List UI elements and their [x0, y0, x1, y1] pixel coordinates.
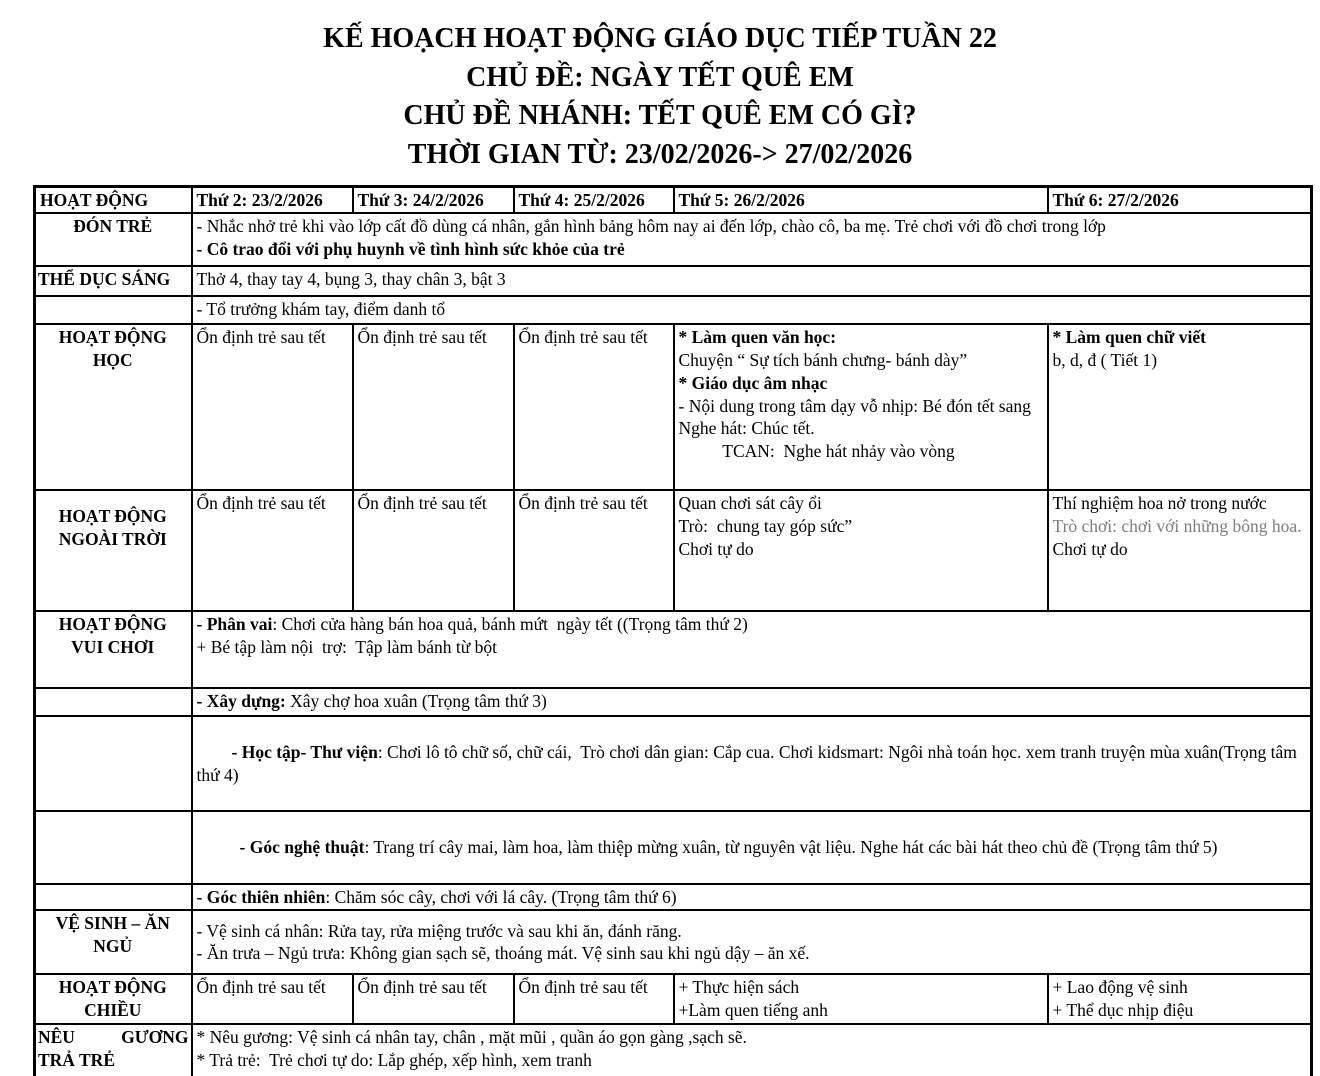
header-activity: HOẠT ĐỘNG — [35, 186, 192, 213]
neu-guong-label — [35, 1024, 192, 1076]
ngoai-troi-fri-line-choi-tu-do: Chơi tự do — [1052, 538, 1128, 559]
ngoai-troi-thu-line-choi-tu-do: Chơi tự do — [678, 538, 754, 559]
hoc-cell-wed: Ổn định trẻ sau tết — [514, 324, 674, 490]
chieu-cell-thu — [674, 974, 1048, 1024]
row-chieu — [35, 974, 1312, 1024]
row-diem-danh — [35, 296, 1312, 324]
nghe-thuat-label-empty — [35, 811, 192, 883]
neu-guong-content — [192, 1024, 1312, 1076]
thien-nhien-bold: - Góc thiên nhiên — [196, 886, 326, 907]
ve-sinh-label — [35, 910, 192, 974]
ngoai-troi-fri-line-tro-choi: Trò chơi: chơi với những bông hoa. — [1052, 516, 1302, 536]
xay-dung-rest: Xây chợ hoa xuân (Trọng tâm thứ 3) — [285, 691, 547, 712]
ve-sinh-line-an-trua: - Ăn trưa – Ngủ trưa: Không gian sạch sẽ, thoáng mát. Vệ sinh sau khi ngủ dậy – ăn xế. — [196, 943, 810, 964]
hoc-fri-heading-chu-viet: * Làm quen chữ viết — [1052, 327, 1206, 348]
hoc-thu-line-nghe-hat: Nghe hát: Chúc tết. — [678, 418, 815, 439]
chieu-fri-line-lao-dong: + Lao động vệ sinh — [1052, 977, 1188, 998]
header-day-thu: Thứ 5: 26/2/2026 — [674, 186, 1048, 213]
header-day-wed: Thứ 4: 25/2/2026 — [514, 186, 674, 213]
chieu-thu-line-sach: + Thực hiện sách — [678, 977, 800, 998]
hoc-fri-line-tiet: b, d, đ ( Tiết 1) — [1052, 350, 1158, 370]
header-day-fri: Thứ 6: 27/2/2026 — [1048, 186, 1312, 213]
ngoai-troi-cell-fri — [1048, 490, 1312, 611]
ve-sinh-line-ca-nhan: - Vệ sinh cá nhân: Rửa tay, rửa miệng trước và sau khi ăn, đánh răng. — [196, 920, 682, 941]
diem-danh-label-empty — [35, 296, 192, 324]
header-day-mon: Thứ 2: 23/2/2026 — [192, 186, 353, 213]
chieu-cell-fri — [1048, 974, 1312, 1024]
diem-danh-content: - Tổ trưởng khám tay, điểm danh tổ — [192, 296, 1312, 324]
row-ve-sinh — [35, 910, 1312, 974]
xay-dung-bold: - Xây dựng: — [196, 691, 286, 712]
row-the-duc-sang — [35, 266, 1312, 296]
vui-choi-label-line-2: VUI CHƠI — [71, 637, 155, 657]
nghe-thuat-content — [192, 811, 1312, 883]
don-tre-content — [192, 213, 1312, 266]
hoc-thu-line-noi-dung: - Nội dung trong tâm dạy vỗ nhịp: Bé đón tết sang — [678, 395, 1031, 416]
vui-choi-line-noi-tro: + Bé tập làm nội trợ: Tập làm bánh từ bột — [196, 637, 497, 657]
row-vui-choi — [35, 611, 1312, 688]
hoc-cell-mon: Ổn định trẻ sau tết — [192, 324, 353, 490]
ngoai-troi-cell-mon: Ổn định trẻ sau tết — [192, 490, 353, 611]
thien-nhien-rest: : Chăm sóc cây, chơi với lá cây. (Trọng tâm thứ 6) — [325, 886, 677, 907]
vui-choi-label-line-1: HOẠT ĐỘNG — [58, 614, 167, 635]
hoat-dong-hoc-label-line-1: HOẠT ĐỘNG — [58, 327, 167, 348]
nghe-thuat-rest: : Trang trí cây mai, làm hoa, làm thiệp mừng xuân, từ nguyên vật liệu. Nghe hát các bài hát theo chủ đề (Trọng tâm thứ 5) — [364, 837, 1218, 857]
row-don-tre — [35, 213, 1312, 266]
thien-nhien-content — [192, 884, 1312, 911]
hoc-thu-heading-van-hoc: * Làm quen văn học: — [678, 327, 837, 348]
title-line-1: KẾ HOẠCH HOẠT ĐỘNG GIÁO DỤC TIẾP TUẦN 22 — [323, 23, 997, 54]
hoc-tap-bold: - Học tập- Thư viện — [231, 742, 378, 762]
hoc-cell-fri — [1048, 324, 1312, 490]
neu-guong-line-tra-tre: * Trả trẻ: Trẻ chơi tự do: Lắp ghép, xếp hình, xem tranh — [196, 1050, 592, 1070]
chieu-label — [35, 974, 192, 1024]
ngoai-troi-label-line-1: HOẠT ĐỘNG — [58, 506, 167, 527]
chieu-fri-line-nhip-dieu: + Thể dục nhịp điệu — [1052, 1000, 1194, 1020]
vui-choi-phan-vai-bold: - Phân vai — [196, 614, 273, 635]
document-title — [0, 0, 1320, 175]
row-thien-nhien — [35, 884, 1312, 911]
nghe-thuat-bold: - Góc nghệ thuật — [239, 837, 365, 857]
don-tre-line-1: - Nhắc nhở trẻ khi vào lớp cất đồ dùng cá nhân, gắn hình bảng hôm nay ai đến lớp, chào cô, ba mẹ. Trẻ chơi với đồ chơi trong lớp — [196, 216, 1106, 237]
the-duc-sang-content: Thở 4, thay tay 4, bụng 3, thay chân 3, bật 3 — [192, 266, 1312, 296]
the-duc-sang-label: THỂ DỤC SÁNG — [35, 266, 192, 296]
hoat-dong-hoc-label-line-2: HỌC — [92, 350, 133, 370]
don-tre-label: ĐÓN TRẺ — [35, 213, 192, 266]
weekly-plan-table — [33, 185, 1313, 1076]
row-ngoai-troi — [35, 490, 1312, 611]
row-nghe-thuat — [35, 811, 1312, 883]
chieu-label-line-1: HOẠT ĐỘNG — [58, 977, 167, 998]
neu-guong-label-line-1: NÊU GƯƠNG — [38, 1027, 189, 1048]
vui-choi-phan-vai-rest: : Chơi cửa hàng bán hoa quả, bánh mứt ngày tết ((Trọng tâm thứ 2) — [272, 614, 748, 635]
ngoai-troi-label-line-2: NGOÀI TRỜI — [58, 529, 167, 549]
header-day-tue: Thứ 3: 24/2/2026 — [353, 186, 514, 213]
vui-choi-line-phan-vai — [197, 613, 1306, 636]
row-xay-dung — [35, 688, 1312, 716]
title-line-4: THỜI GIAN TỪ: 23/02/2026-> 27/02/2026 — [407, 138, 913, 170]
ve-sinh-content — [192, 910, 1312, 974]
hoc-tap-rest: : Chơi lô tô chữ số, chữ cái, Trò chơi dân gian: Cắp cua. Chơi kidsmart: Ngôi nhà toán học. xem tranh truyện mùa xuân(Trọng tâm thứ 4) — [196, 742, 1302, 785]
hoc-thu-line-tcan: TCAN: Nghe hát nhảy vào vòng — [678, 441, 955, 461]
row-neu-guong — [35, 1024, 1312, 1076]
row-hoat-dong-hoc — [35, 324, 1312, 490]
header-row — [35, 186, 1312, 213]
ngoai-troi-cell-wed: Ổn định trẻ sau tết — [514, 490, 674, 611]
hoc-thu-line-chuyen: Chuyện “ Sự tích bánh chưng- bánh dày” — [678, 350, 968, 370]
neu-guong-line-ve-sinh: * Nêu gương: Vệ sinh cá nhân tay, chân , mặt mũi , quần áo gọn gàng ,sạch sẽ. — [196, 1027, 747, 1048]
hoc-cell-thu — [674, 324, 1048, 490]
chieu-label-line-2: CHIỀU — [84, 1000, 142, 1020]
hoc-thu-heading-am-nhac: * Giáo dục âm nhạc — [678, 372, 828, 393]
ngoai-troi-cell-thu — [674, 490, 1048, 611]
chieu-cell-mon: Ổn định trẻ sau tết — [192, 974, 353, 1024]
row-hoc-tap — [35, 716, 1312, 811]
ngoai-troi-fri-line-thi-nghiem: Thí nghiệm hoa nở trong nước — [1052, 493, 1267, 514]
don-tre-line-2: - Cô trao đổi với phụ huynh về tình hình sức khỏe của trẻ — [196, 239, 625, 259]
ngoai-troi-cell-tue: Ổn định trẻ sau tết — [353, 490, 514, 611]
chieu-cell-tue: Ổn định trẻ sau tết — [353, 974, 514, 1024]
hoc-tap-content — [192, 716, 1312, 811]
neu-guong-label-line-2: TRẢ TRẺ — [38, 1050, 115, 1070]
xay-dung-label-empty — [35, 688, 192, 716]
vui-choi-label — [35, 611, 192, 688]
xay-dung-content — [192, 688, 1312, 716]
ngoai-troi-thu-line-quan-sat: Quan chơi sát cây ổi — [678, 493, 822, 514]
ve-sinh-label-line-1: VỆ SINH – ĂN — [55, 913, 170, 934]
hoc-tap-label-empty — [35, 716, 192, 811]
hoc-cell-tue: Ổn định trẻ sau tết — [353, 324, 514, 490]
ngoai-troi-thu-line-tro: Trò: chung tay góp sức” — [678, 516, 853, 536]
chieu-thu-line-tieng-anh: +Làm quen tiếng anh — [678, 1000, 828, 1020]
title-line-2: CHỦ ĐỀ: NGÀY TẾT QUÊ EM — [466, 61, 854, 93]
title-line-3: CHỦ ĐỀ NHÁNH: TẾT QUÊ EM CÓ GÌ? — [403, 100, 917, 132]
hoat-dong-hoc-label — [35, 324, 192, 490]
chieu-cell-wed: Ổn định trẻ sau tết — [514, 974, 674, 1024]
ngoai-troi-label — [35, 490, 192, 611]
ve-sinh-label-line-2: NGỦ — [93, 936, 133, 956]
vui-choi-content — [192, 611, 1312, 688]
thien-nhien-label-empty — [35, 884, 192, 911]
